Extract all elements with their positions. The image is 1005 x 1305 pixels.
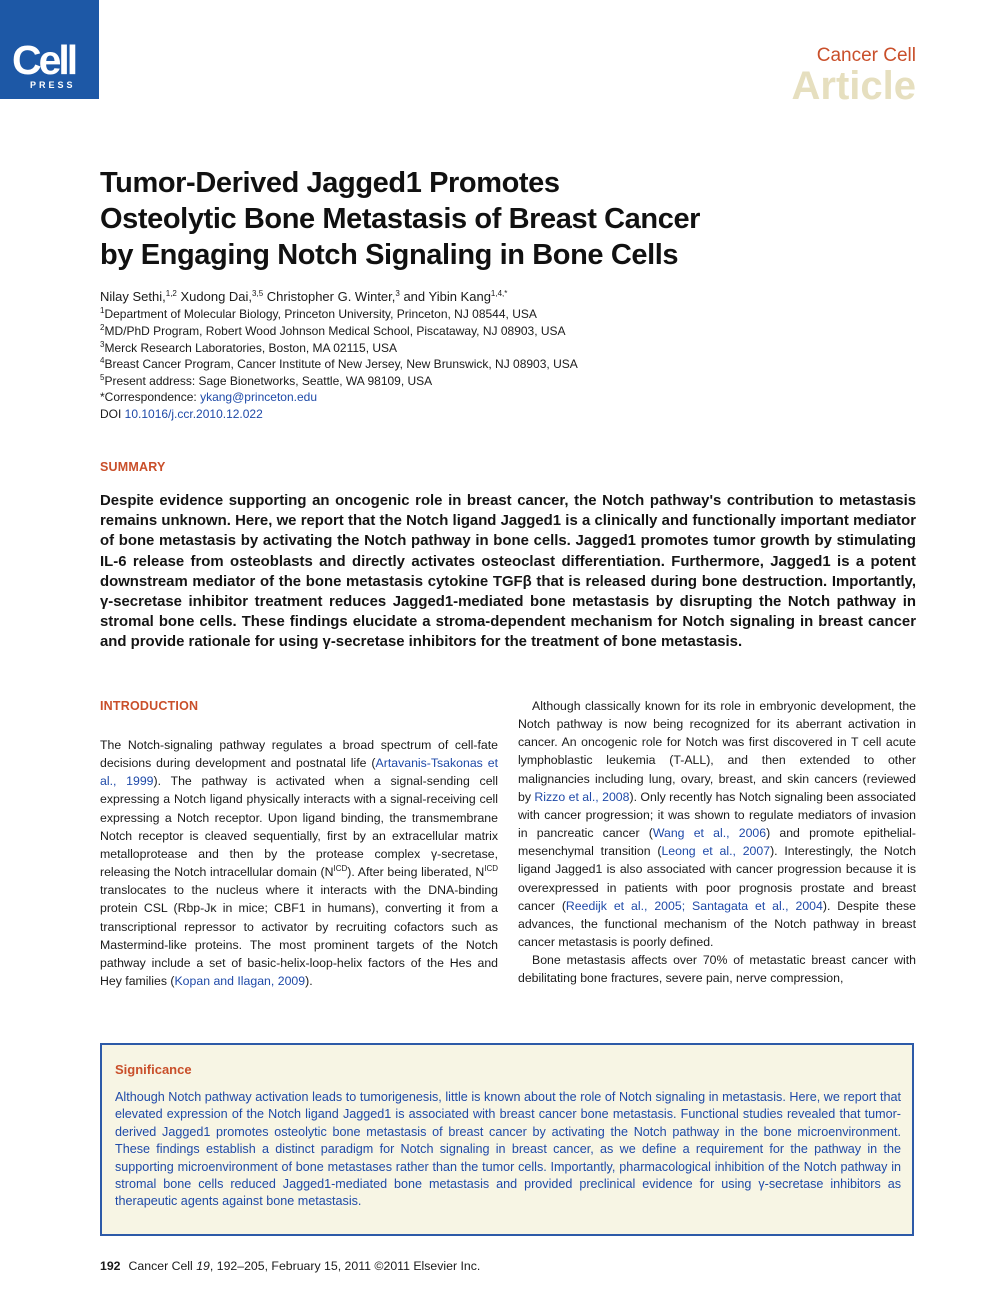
- paragraph: [518, 697, 916, 951]
- affiliation-text: MD/PhD Program, Robert Wood Johnson Medical School, Piscataway, NJ 08903, USA: [104, 324, 566, 338]
- paragraph: Bone metastasis affects over 70% of metastatic breast cancer with debilitating bone fractures, severe pain, nerve compression,: [518, 953, 916, 986]
- doi-label: DOI: [100, 407, 125, 421]
- affiliation: [100, 340, 397, 356]
- summary-text: Despite evidence supporting an oncogenic role in breast cancer, the Notch pathway's contribution to metastasis remains unknown. Here, we report that the Notch ligand Jagged1 is a clinically and functionally important mediator of bone metastasis by activating the Notch pathway in bone cells. Jagged1 promotes tumor growth by stimulating IL-6 release from osteoblasts and directly activates osteoclast differentiation. Furthermore, Jagged1 is a potent downstream mediator of the bone metastasis cytokine TGFβ that is released during bone destruction. Importantly, γ-secretase inhibitor treatment reduces Jagged1-mediated bone metastasis by disrupting the Notch pathway in stromal bone cells. These findings elucidate a stroma-dependent mechanism for Notch signaling in breast cancer and provide rationale for using γ-secretase inhibitors for the treatment of bone metastasis.: [100, 493, 916, 651]
- affiliation-text: Department of Molecular Biology, Princeton University, Princeton, NJ 08544, USA: [104, 307, 537, 321]
- doi: [100, 406, 263, 422]
- correspondence: [100, 389, 317, 405]
- introduction-heading: INTRODUCTION: [100, 699, 199, 713]
- reference-link[interactable]: Wang et al., 2006: [652, 826, 767, 841]
- affiliation-sup: 3: [100, 340, 105, 349]
- author-list: [100, 288, 507, 305]
- affiliation: [100, 306, 537, 322]
- affiliation: [100, 323, 566, 339]
- affiliation-text: Breast Cancer Program, Cancer Institute of New Jersey, New Brunswick, NJ 08903, USA: [104, 357, 578, 371]
- author-name: Christopher G. Winter,: [263, 289, 396, 304]
- doi-link[interactable]: 10.1016/j.ccr.2010.12.022: [124, 407, 263, 421]
- affiliation-text: Present address: Sage Bionetworks, Seattle, WA 98109, USA: [104, 374, 433, 388]
- footer-citation: , 192–205, February 15, 2011 ©2011 Elsevier Inc.: [209, 1259, 481, 1273]
- affiliation: [100, 356, 578, 372]
- logo-sub-text: PRESS: [30, 80, 76, 90]
- page-footer: [100, 1259, 480, 1273]
- footer-volume: 19: [196, 1259, 210, 1273]
- summary-heading: SUMMARY: [100, 460, 166, 474]
- article-type: Article: [791, 64, 916, 108]
- body-text: ). Only recently has Notch signaling been associated with cancer progression; it was shown to regulate mediators of invasion in pancreatic cancer (: [518, 789, 916, 841]
- title-line: Osteolytic Bone Metastasis of Breast Cancer: [100, 203, 701, 235]
- body-text: ). Interestingly, the Notch ligand Jagged1 is also associated with cancer progression because it is overexpressed in patients with poor prognosis prostate and breast cancer (: [518, 844, 916, 913]
- reference-link[interactable]: Artavanis-Tsakonas et al., 1999: [100, 756, 498, 789]
- author-name: and Yibin Kang: [399, 289, 491, 304]
- affiliation-text: Merck Research Laboratories, Boston, MA 02115, USA: [104, 341, 398, 355]
- body-text: ). Despite these advances, the functional mechanism of the Notch pathway in breast cancer metastasis is poorly defined.: [518, 898, 916, 950]
- significance-text: Although Notch pathway activation leads to tumorigenesis, little is known about the role of Notch signaling in metastasis. Here, we report that elevated expression of the Notch ligand Jagged1 is associated with breast cancer bone metastasis. Functional studies revealed that tumor-derived Jagged1 promotes osteolytic bone metastasis of breast cancer by activating the Notch pathway in the bone microenvironment. These findings establish a distinct paradigm for Notch signaling in breast cancer, as we define a requirement for the pathway in the supporting microenvironment of bone metastases rather than the tumor cells. Importantly, pharmacological inhibition of the Notch pathway in stromal bone cells reduced Jagged1-mediated bone metastasis and provided preclinical evidence for using γ-secretase inhibitors as therapeutic agents against bone metastasis.: [115, 1090, 901, 1209]
- logo-main-text: Cell: [12, 37, 76, 83]
- superscript-text: ICD: [333, 864, 348, 874]
- body-text: ). After being liberated, N: [347, 865, 485, 880]
- journal-name: Cancer Cell: [816, 45, 916, 66]
- reference-link[interactable]: Kopan and Ilagan, 2009: [174, 974, 306, 989]
- introduction-left-column: [100, 736, 498, 990]
- author-affiliation-sup: 3,5: [252, 289, 264, 298]
- article-title: [100, 165, 860, 273]
- affiliation: [100, 373, 432, 389]
- author-affiliation-sup: 1,4,*: [490, 289, 508, 298]
- correspondence-label: *Correspondence:: [100, 390, 201, 404]
- reference-link[interactable]: Reedijk et al., 2005; Santagata et al., 2004: [565, 898, 823, 913]
- title-line: by Engaging Notch Signaling in Bone Cells: [100, 239, 679, 271]
- body-text: ) and promote epithelial-mesenchymal transition (: [518, 826, 916, 859]
- footer-journal: Cancer Cell: [128, 1259, 197, 1273]
- author-affiliation-sup: 3: [395, 289, 400, 298]
- affiliation-sup: 2: [100, 323, 105, 332]
- body-text: Although classically known for its role in embryonic development, the Notch pathway is now being recognized for its aberrant activation in cancer. An oncogenic role for Notch was first discovered in T cell acute lymphoblastic leukemia (T-ALL), and then extended to other malignancies including lung, ovary, breast, and skin cancers (reviewed by: [518, 699, 916, 804]
- reference-link[interactable]: Rizzo et al., 2008: [534, 789, 630, 804]
- correspondence-email-link[interactable]: ykang@princeton.edu: [200, 390, 317, 404]
- body-text: translocates to the nucleus where it interacts with the DNA-binding protein CSL (Rbp-Jκ in mice; CBF1 in humans), converting it from a transcriptional repressor to activator by recruiting cofactors such as Mastermind-like proteins. The most prominent targets of the Notch pathway include a set of basic-helix-loop-helix factors of the Hes and Hey families (: [100, 883, 498, 989]
- page-number: 192: [100, 1259, 121, 1273]
- author-name: Xudong Dai,: [176, 289, 253, 304]
- superscript-text: ICD: [484, 864, 498, 874]
- cell-press-logo: [0, 0, 99, 99]
- affiliation-sup: 5: [100, 373, 105, 382]
- significance-heading: Significance: [115, 1062, 192, 1077]
- body-text: The Notch-signaling pathway regulates a broad spectrum of cell-fate decisions during development and postnatal life (: [100, 738, 498, 771]
- reference-link[interactable]: Leong et al., 2007: [661, 844, 771, 859]
- body-text: ). The pathway is activated when a signal-sending cell expressing a Notch ligand physically interacts with a signal-receiving cell expressing a Notch receptor. Upon ligand binding, the transmembrane Notch receptor is cleaved sequentially, first by an extracellular matrix metalloprotease and then by the protease complex γ-secretase, releasing the Notch intracellular domain (N: [100, 774, 498, 880]
- introduction-right-column: [518, 697, 916, 988]
- affiliation-sup: 1: [100, 306, 105, 315]
- affiliation-sup: 4: [100, 356, 105, 365]
- title-line: Tumor-Derived Jagged1 Promotes: [100, 167, 560, 199]
- body-text: ).: [305, 974, 313, 989]
- author-name: Nilay Sethi,: [100, 289, 166, 304]
- author-affiliation-sup: 1,2: [165, 289, 177, 298]
